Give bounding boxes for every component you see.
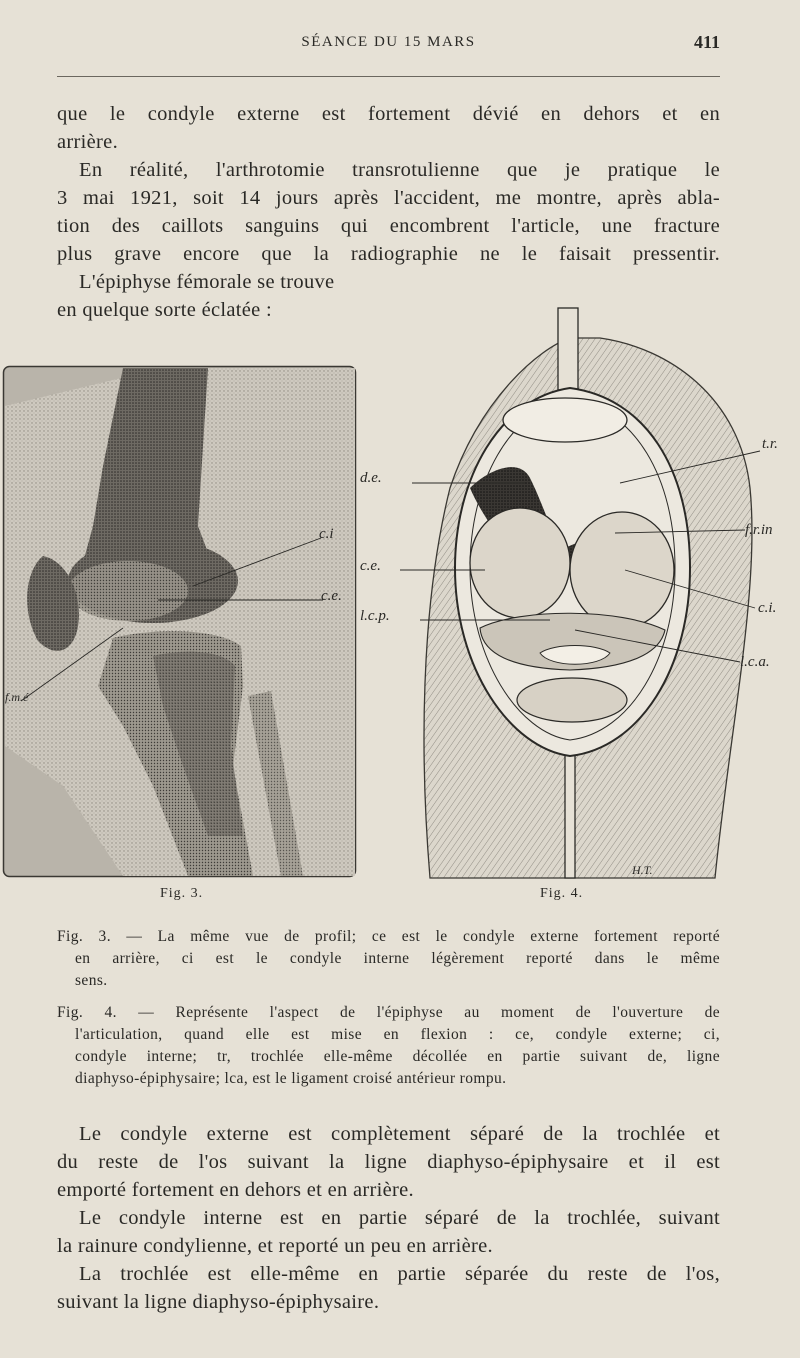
text-line: que le condyle externe est fortement dévié en dehors et en bbox=[57, 103, 720, 125]
running-header bbox=[57, 34, 720, 58]
retractor-top bbox=[558, 308, 578, 390]
text-line: suivant la ligne diaphyso-épiphysaire. bbox=[57, 1291, 380, 1313]
figure-4-label: Fig. 4. bbox=[540, 886, 584, 901]
label-ce: c.e. bbox=[321, 588, 342, 604]
caption-line: condyle interne; tr, trochlée elle-même décollée en partie suivant de, ligne bbox=[75, 1048, 720, 1065]
paragraph-arthrotomy bbox=[57, 156, 720, 268]
paragraph-trochlea bbox=[57, 1260, 720, 1316]
text-line: arrière. bbox=[57, 131, 118, 153]
running-title: SÉANCE DU 15 MARS bbox=[301, 34, 476, 50]
caption-line: l'articulation, quand elle est mise en flexion : ce, condyle externe; ci, bbox=[75, 1026, 720, 1043]
paragraph-internal-condyle bbox=[57, 1204, 720, 1260]
label-ci: c.i bbox=[319, 526, 334, 542]
text-line: 3 mai 1921, soit 14 jours après l'accident, me montre, après abla- bbox=[57, 187, 720, 209]
external-condyle bbox=[470, 508, 570, 618]
retractor-bottom bbox=[565, 748, 575, 878]
text-line: emporté fortement en dehors et en arrière. bbox=[57, 1179, 414, 1201]
paragraph-condyle-deviation bbox=[57, 100, 720, 156]
caption-line: en arrière, ci est le condyle interne légèrement reporté dans le même bbox=[75, 950, 720, 967]
label-tr: t.r. bbox=[762, 436, 778, 452]
figure-3-label: Fig. 3. bbox=[160, 886, 204, 901]
tibial-tuberosity bbox=[517, 678, 627, 722]
text-line: La trochlée est elle-même en partie séparée du reste de l'os, bbox=[79, 1263, 720, 1285]
label-fme: f.m.é bbox=[5, 690, 29, 704]
label-lca: l.c.a. bbox=[740, 654, 770, 670]
caption-line: Fig. 4. — Représente l'aspect de l'épiphyse au moment de l'ouverture de bbox=[57, 1004, 720, 1021]
patella bbox=[503, 398, 627, 442]
label-ce: c.e. bbox=[360, 558, 381, 574]
text-line: en quelque sorte éclatée : bbox=[57, 299, 272, 321]
caption-figure-3 bbox=[57, 926, 720, 992]
header-rule bbox=[57, 76, 720, 77]
text-line: L'épiphyse fémorale se trouve bbox=[79, 271, 335, 293]
figure-4-illustration bbox=[360, 308, 800, 878]
text-line: Le condyle interne est en partie séparé de la trochlée, suivant bbox=[79, 1207, 720, 1229]
paragraph-external-condyle bbox=[57, 1120, 720, 1204]
caption-figure-4 bbox=[57, 1002, 720, 1090]
text-line: tion des caillots sanguins qui encombrent l'article, une fracture bbox=[57, 215, 720, 237]
label-ci: c.i. bbox=[758, 600, 777, 616]
paragraph-epiphysis bbox=[57, 268, 387, 324]
internal-condyle bbox=[570, 512, 674, 628]
page-number: 411 bbox=[693, 32, 720, 52]
label-lcp: l.c.p. bbox=[360, 608, 390, 624]
figure-3-labels bbox=[3, 366, 357, 878]
artist-signature: H.T. bbox=[632, 863, 653, 877]
label-de: d.e. bbox=[360, 470, 382, 486]
caption-line: sens. bbox=[75, 972, 108, 989]
text-line: plus grave encore que la radiographie ne le faisait pressentir. bbox=[57, 243, 720, 265]
text-line: Le condyle externe est complètement séparé de la trochlée et bbox=[79, 1123, 720, 1145]
text-line: la rainure condylienne, et reporté un peu en arrière. bbox=[57, 1235, 493, 1257]
caption-line: Fig. 3. — La même vue de profil; ce est le condyle externe fortement reporté bbox=[57, 928, 720, 945]
text-line: En réalité, l'arthrotomie transrotulienne que je pratique le bbox=[79, 159, 720, 181]
label-frin: f.r.in bbox=[745, 522, 773, 538]
caption-line: diaphyso-épiphysaire; lca, est le ligament croisé antérieur rompu. bbox=[75, 1070, 507, 1087]
text-line: du reste de l'os suivant la ligne diaphyso-épiphysaire et il est bbox=[57, 1151, 720, 1173]
